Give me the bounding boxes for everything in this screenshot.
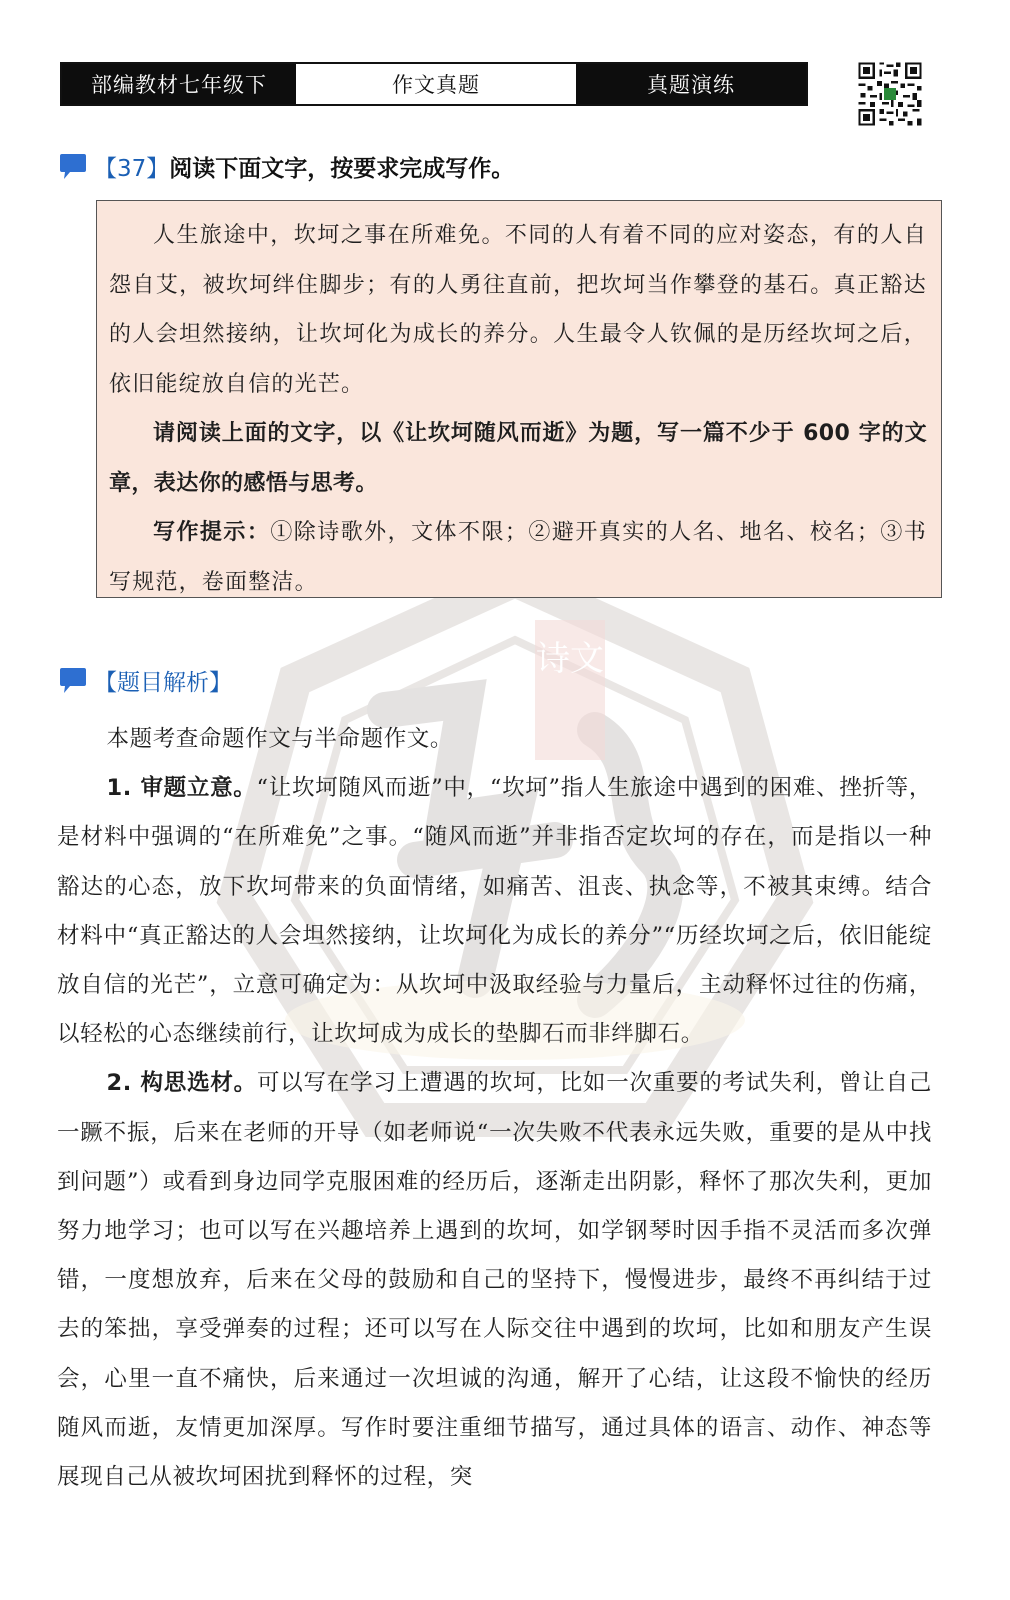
- speech-bubble-icon: [58, 667, 88, 695]
- question-number: 【37】: [94, 156, 170, 182]
- point-2-lead: 2. 构思选材。: [106, 1070, 257, 1097]
- speech-bubble-icon: [58, 153, 88, 181]
- header-grade-label: 部编教材七年级下: [62, 64, 296, 104]
- analysis-point-2: [57, 1059, 932, 1502]
- prompt-task: 请阅读上面的文字，以《让坎坷随风而逝》为题，写一篇不少于 600 字的文章，表达你的感悟与思考。: [109, 421, 927, 496]
- tip-text: ①除诗歌外，文体不限；②避开真实的人名、地名、校名；③书写规范，卷面整洁。: [109, 520, 927, 595]
- point-2-text: 可以写在学习上遭遇的坎坷，比如一次重要的考试失利，曾让自己一蹶不振，后来在老师的开导（如老师说“一次失败不代表永远失败，重要的是从中找到问题”）或看到身边同学克服困难的经历后，逐渐走出阴影，释怀了那次失利，更加努力地学习；也可以写在兴趣培养上遇到的坎坷，如学钢琴时因手指不灵活而多次弹错，一度想放弃，后来在父母的鼓励和自己的坚持下，慢慢进步，最终不再纠结于过去的笨拙，享受弹奏的过程；还可以写在人际交往中遇到的坎坷，比如和朋友产生误会，心里一直不痛快，后来通过一次坦诚的沟通，解开了心结，让这段不愉快的经历随风而逝，友情更加深厚。写作时要注重细节描写，通过具体的语言、动作、神态等展现自己从被坎坷困扰到释怀的过程，突: [57, 1070, 933, 1491]
- header-section-label: 真题演练: [576, 64, 806, 104]
- header-category-label: 作文真题: [296, 64, 576, 104]
- header-bar: [60, 62, 808, 106]
- analysis-point-1: [57, 764, 932, 1059]
- qr-code-icon: [856, 60, 924, 128]
- analysis-body: [57, 715, 932, 1502]
- writing-prompt-box: [96, 200, 942, 598]
- prompt-material: 人生旅途中，坎坷之事在所难免。不同的人有着不同的应对姿态，有的人自怨自艾，被坎坷绊住脚步；有的人勇往直前，把坎坷当作攀登的基石。真正豁达的人会坦然接纳，让坎坷化为成长的养分。人生最令人钦佩的是历经坎坷之后，依旧能绽放自信的光芒。: [109, 223, 927, 397]
- question-instruction: 阅读下面文字，按要求完成写作。: [169, 156, 515, 182]
- analysis-intro: 本题考查命题作文与半命题作文。: [106, 726, 454, 752]
- question-heading: [58, 150, 514, 183]
- point-1-lead: 1. 审题立意。: [106, 775, 257, 802]
- analysis-title: 【题目解析】: [94, 670, 232, 696]
- prompt-tips: [109, 508, 927, 607]
- analysis-heading: [58, 664, 232, 697]
- tip-label: 写作提示：: [153, 520, 271, 545]
- point-1-text: “让坎坷随风而逝”中，“坎坷”指人生旅途中遇到的困难、挫折等，是材料中强调的“在所难免”之事。“随风而逝”并非指否定坎坷的存在，而是指以一种豁达的心态，放下坎坷带来的负面情绪，如痛苦、沮丧、执念等，不被其束缚。结合材料中“真正豁达的人会坦然接纳，让坎坷化为成长的养分”“历经坎坷之后，依旧能绽放自信的光芒”，立意可确定为：从坎坷中汲取经验与力量后，主动释怀过往的伤痛，以轻松的心态继续前行，让坎坷成为成长的垫脚石而非绊脚石。: [57, 775, 932, 1048]
- seal-text: 诗文: [536, 639, 604, 679]
